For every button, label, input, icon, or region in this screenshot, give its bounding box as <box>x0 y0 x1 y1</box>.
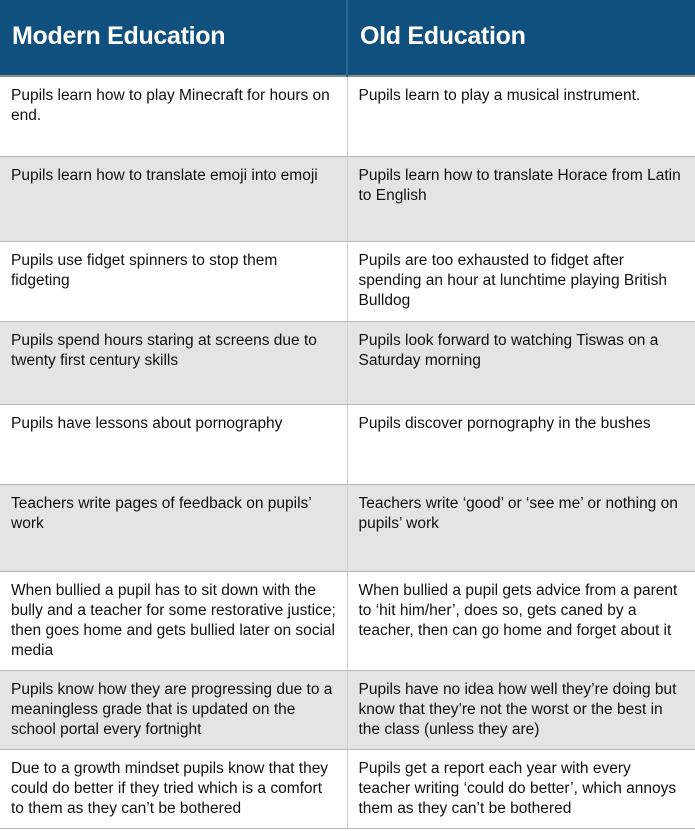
table-row <box>0 404 695 484</box>
column-header-modern-education: Modern Education <box>0 0 347 76</box>
table-header <box>0 0 695 76</box>
cell-modern: Pupils use fidget spinners to stop them fidgeting <box>0 241 347 321</box>
cell-modern: Due to a growth mindset pupils know that they could do better if they tried which is a comfort to them as they can’t be bothered <box>0 749 347 828</box>
table-row <box>0 484 695 571</box>
cell-modern: Pupils learn how to translate emoji into emoji <box>0 156 347 241</box>
table-row <box>0 749 695 828</box>
cell-old: When bullied a pupil gets advice from a parent to ‘hit him/her’, does so, gets caned by a teacher, then can go home and forget about it <box>347 571 695 670</box>
table-row <box>0 571 695 670</box>
cell-modern: When bullied a pupil has to sit down with the bully and a teacher for some restorative justice; then goes home and gets bullied later on social media <box>0 571 347 670</box>
cell-modern: Pupils have lessons about pornography <box>0 404 347 484</box>
cell-modern: Teachers write pages of feedback on pupils’ work <box>0 484 347 571</box>
header-row <box>0 0 695 76</box>
cell-old: Pupils discover pornography in the bushes <box>347 404 695 484</box>
cell-modern: Pupils spend hours staring at screens due to twenty first century skills <box>0 321 347 404</box>
table-row <box>0 670 695 749</box>
cell-old: Pupils get a report each year with every teacher writing ‘could do better’, which annoys them as they can’t be bothered <box>347 749 695 828</box>
cell-old: Pupils learn how to translate Horace from Latin to English <box>347 156 695 241</box>
table-row <box>0 321 695 404</box>
cell-old: Pupils have no idea how well they’re doing but know that they’re not the worst or the best in the class (unless they are) <box>347 670 695 749</box>
cell-old: Pupils are too exhausted to fidget after spending an hour at lunchtime playing British Bulldog <box>347 241 695 321</box>
table-body <box>0 76 695 828</box>
column-header-old-education: Old Education <box>347 0 695 76</box>
cell-modern: Pupils learn how to play Minecraft for hours on end. <box>0 76 347 156</box>
table-row <box>0 241 695 321</box>
table-row <box>0 76 695 156</box>
cell-old: Teachers write ‘good’ or ‘see me’ or nothing on pupils’ work <box>347 484 695 571</box>
cell-modern: Pupils know how they are progressing due to a meaningless grade that is updated on the school portal every fortnight <box>0 670 347 749</box>
table-row <box>0 156 695 241</box>
cell-old: Pupils learn to play a musical instrument. <box>347 76 695 156</box>
cell-old: Pupils look forward to watching Tiswas on a Saturday morning <box>347 321 695 404</box>
